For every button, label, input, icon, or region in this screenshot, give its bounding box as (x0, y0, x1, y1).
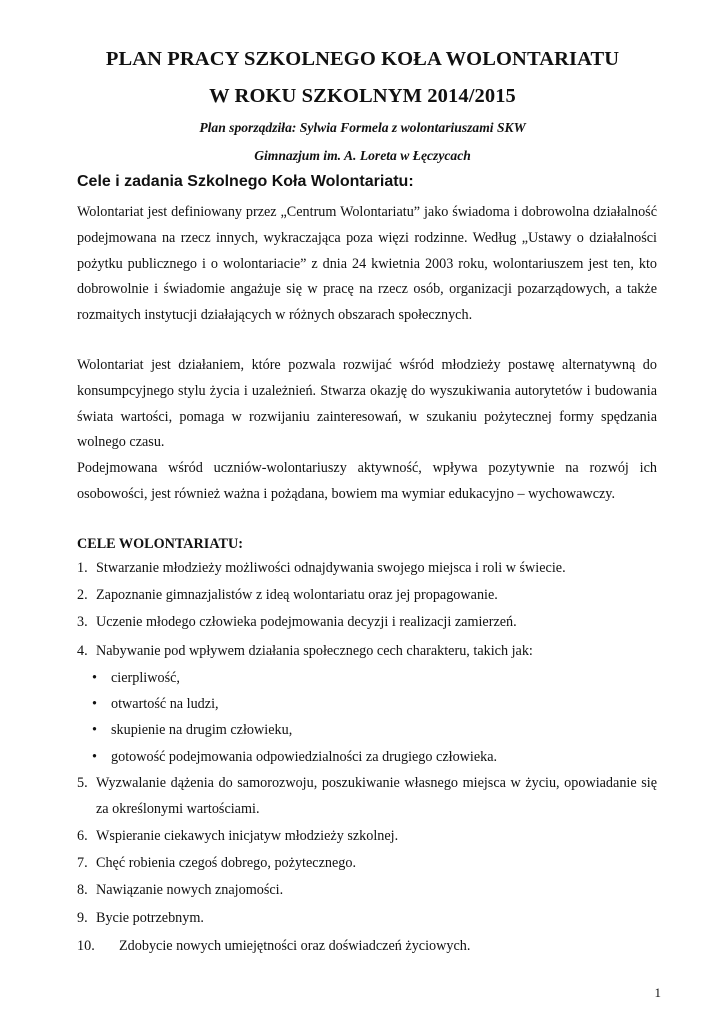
list-item-text: Zapoznanie gimnazjalistów z ideą wolontariatu oraz jej propagowanie. (96, 587, 498, 603)
subtitle-school: Gimnazjum im. A. Loreta w Łęczycach (254, 148, 471, 163)
list-item (77, 771, 657, 823)
list-item-text: Bycie potrzebnym. (96, 910, 204, 926)
list-item (77, 583, 657, 609)
list-item-text: Nawiązanie nowych znajomości. (96, 882, 284, 898)
bullet-text: cierpliwość, (111, 670, 180, 686)
list-item-number: 9. (77, 910, 88, 926)
list-item-number: 7. (77, 855, 88, 871)
bullet-icon: • (92, 696, 97, 712)
goals-heading: CELE WOLONTARIATU: (77, 536, 243, 552)
bullet-text: gotowość podejmowania odpowiedzialności za drugiego człowieka. (111, 749, 498, 765)
list-item-text: Uczenie młodego człowieka podejmowania decyzji i realizacji zamierzeń. (96, 614, 517, 630)
list-item (77, 851, 657, 877)
list-item (77, 556, 657, 582)
bullet-icon: • (92, 670, 97, 686)
bullet-text: otwartość na ludzi, (111, 696, 219, 712)
list-item (77, 610, 657, 636)
list-item-text: Zdobycie nowych umiejętności oraz doświadczeń życiowych. (119, 938, 471, 954)
list-item-text: Stwarzanie młodzieży możliwości odnajdywania swojego miejsca i roli w świecie. (96, 560, 566, 576)
list-item-text: Wspieranie ciekawych inicjatyw młodzieży szkolnej. (96, 828, 399, 844)
list-item (77, 824, 657, 850)
list-item-number: 2. (77, 587, 88, 603)
section-heading: Cele i zadania Szkolnego Koła Wolontariatu: (77, 173, 414, 190)
list-item (77, 906, 657, 932)
list-item (77, 878, 657, 904)
list-item-text: Nabywanie pod wpływem działania społecznego cech charakteru, takich jak: (96, 643, 533, 659)
paragraph-definition: Wolontariat jest definiowany przez „Centrum Wolontariatu” jako świadoma i dobrowolna działalność podejmowana na rzecz innych, wykraczająca poza więzi rodzinne. Według „Ustawy o działalności pożytku publicznego i o wolontariacie” z dnia 24 kwietnia 2003 roku, wolontariuszem jest ten, kto dobrowolnie i świadomie angażuje się w pracę na rzecz osób, organizacji pozarządowych, a także rozmaitych instytucji działających w różnych obszarach społecznych. (77, 204, 657, 324)
bullet-item (92, 666, 180, 692)
title-line-2: W ROKU SZKOLNYM 2014/2015 (209, 85, 516, 107)
list-item (77, 934, 657, 960)
subtitle-author: Plan sporządziła: Sylwia Formela z wolontariuszami SKW (199, 120, 526, 135)
list-item-number: 6. (77, 828, 88, 844)
bullet-text: skupienie na drugim człowieku, (111, 722, 293, 738)
page-number: 1 (654, 985, 661, 1000)
paragraph-activity: Podejmowana wśród uczniów-wolontariuszy aktywność, wpływa pozytywnie na rozwój ich osobowości, jest również ważna i pożądana, bowiem ma wymiar edukacyjno – wychowawczy. (77, 460, 657, 502)
list-item-number: 5. (77, 775, 88, 791)
bullet-item (92, 718, 292, 744)
bullet-icon: • (92, 749, 97, 765)
list-item-number: 3. (77, 614, 88, 630)
bullet-item (92, 692, 219, 718)
list-item-number: 8. (77, 882, 88, 898)
list-item-number: 10. (77, 938, 95, 954)
paragraph-purpose: Wolontariat jest działaniem, które pozwala rozwijać wśród młodzieży postawę alternatywną do konsumpcyjnego stylu życia i uzależnień. Stwarza okazję do wyszukiwania autorytetów i budowania świata wartości, pomaga w rozwijaniu zainteresowań, w szukaniu pożytecznej formy spędzania wolnego czasu. (77, 357, 657, 451)
bullet-item (92, 745, 497, 771)
list-item-text: Chęć robienia czegoś dobrego, pożytecznego. (96, 855, 356, 871)
bullet-icon: • (92, 722, 97, 738)
title-line-1: PLAN PRACY SZKOLNEGO KOŁA WOLONTARIATU (105, 48, 620, 70)
list-item-number: 4. (77, 643, 88, 659)
list-item-number: 1. (77, 560, 88, 576)
list-item (77, 639, 657, 665)
list-item-text: Wyzwalanie dążenia do samorozwoju, poszukiwanie własnego miejsca w życiu, opowiadanie się za określonymi wartościami. (96, 775, 657, 817)
